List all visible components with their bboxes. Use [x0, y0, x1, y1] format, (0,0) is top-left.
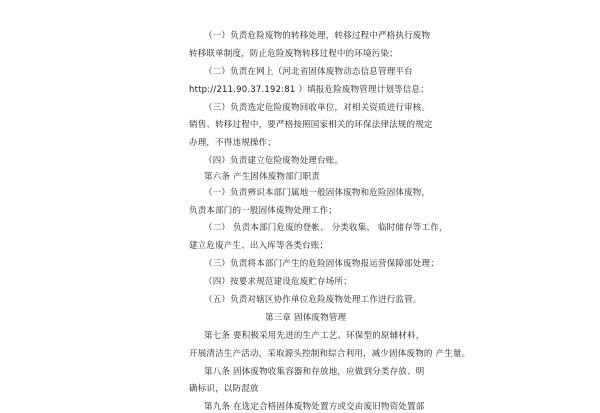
text-line: （三）负责将本部门产生的危险固体废物报运营保障部处理； [204, 259, 439, 269]
text-line: （四）按要求规范建设危废贮存场所； [204, 277, 352, 287]
text-line: 转移联单制度，防止危险废物转移过程中的环境污染； [189, 49, 398, 59]
text-line: 开展清洁生产活动，采取源头控制和综合利用，减少固体废物的 产生量。 [189, 349, 471, 359]
text-line: （二） 负责本部门危废的登帐、 分类收集、 临时储存等工作， [204, 223, 448, 233]
text-line: （一）负责危险废物的转移处理，转移过程中严格执行废物 [204, 31, 431, 41]
text-line: 第九条 在选定合格固体废物处置方或交由废旧物资处置部 [204, 402, 425, 412]
text-line: （五）负责对辖区协作单位危险废物处理工作进行监管。 [204, 295, 422, 305]
text-line: 销售、转移过程中，要严格按照国家相关的环保法律法规的规定 [189, 120, 433, 130]
text-line: （一）负责辨识本部门属地一般固体废物和危险固体废物， [204, 188, 431, 198]
text-line: 确标识，以防混放 [189, 384, 259, 394]
text-line: 负责本部门的一般固体废物处理工作； [189, 206, 337, 216]
text-line: （四）负责建立危险废物处理台账。 [204, 156, 344, 166]
text-line: http://211.90.37.192:81 ）填报危险废物管理计划等信息； [189, 85, 429, 95]
text-line: 建立危废产生、出入库等各类台账； [189, 241, 329, 251]
text-line: （二）负责在网上（河北省固体废物动态信息管理平台 [204, 67, 413, 77]
text-line: 第七条 要积极采用先进的生产工艺、环保型的原辅材料， [204, 331, 425, 341]
text-line: 第八条 固体废物收集容器和存放地，应做到分类存放、明 [204, 367, 425, 377]
chapter-heading: 第三章 固体废物管理 [265, 313, 347, 323]
text-line: （三）负责选定危险废物回收单位，对相关资质进行审核。 [204, 103, 431, 113]
article-heading: 第六条 产生固体废物部门职责 [204, 172, 321, 182]
text-line: 办理，不得违规操作； [189, 138, 277, 148]
